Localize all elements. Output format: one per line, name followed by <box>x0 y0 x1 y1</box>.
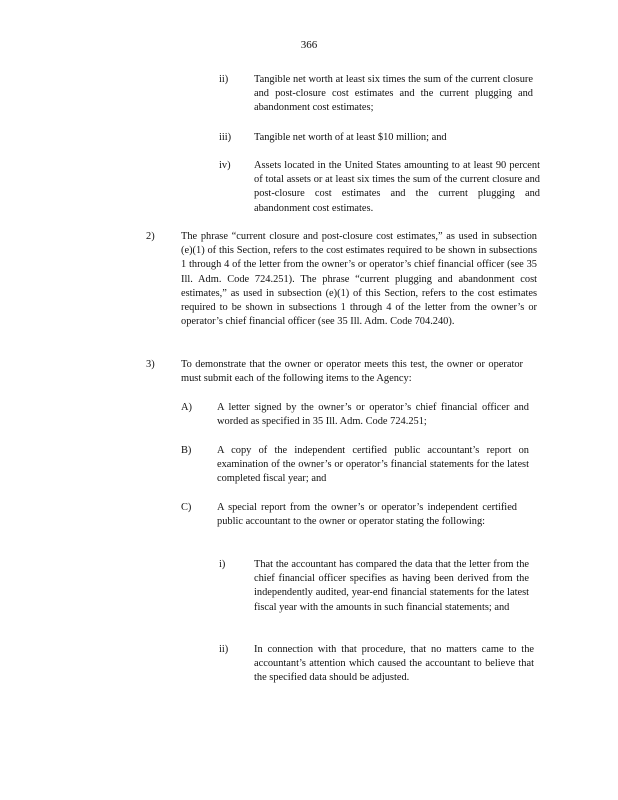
list-marker: ii) <box>219 74 229 85</box>
list-item-text: Tangible net worth at least six times the sum of the current closure and post-closure cost estimates and the current plugging and abandonment cost estimates; <box>254 74 533 114</box>
list-marker: 2) <box>146 231 155 242</box>
list-marker: iii) <box>219 132 232 143</box>
list-item-text: A special report from the owner’s or operator’s independent certified public accountant to the owner or operator stating the following: <box>217 502 517 528</box>
list-marker: 3) <box>146 359 155 370</box>
list-item-text: Assets located in the United States amounting to at least 90 percent of total assets or at least six times the sum of the current closure and post-closure cost estimates and the current plugging and abandonment cost estimates. <box>254 160 540 214</box>
list-item-text: In connection with that procedure, that no matters came to the accountant’s attention which caused the accountant to believe that the specified data should be adjusted. <box>254 644 534 684</box>
list-item-text: Tangible net worth of at least $10 million; and <box>254 132 447 143</box>
list-item-text: A letter signed by the owner’s or operator’s chief financial officer and worded as specified in 35 Ill. Adm. Code 724.251; <box>217 402 529 428</box>
list-marker: A) <box>181 402 192 413</box>
list-item-text: A copy of the independent certified public accountant’s report on examination of the owner’s or operator’s financial statements for the latest completed fiscal year; and <box>217 445 529 485</box>
page-number: 366 <box>300 39 318 51</box>
list-marker: i) <box>219 559 226 570</box>
paragraph-text: To demonstrate that the owner or operator meets this test, the owner or operator must submit each of the following items to the Agency: <box>181 359 523 385</box>
list-marker: ii) <box>219 644 229 655</box>
list-marker: B) <box>181 445 192 456</box>
list-item-text: That the accountant has compared the data that the letter from the chief financial officer specifies as having been derived from the independently audited, year-end financial statements for the latest fiscal year with the amounts in such financial statements; and <box>254 559 529 613</box>
paragraph-text: The phrase “current closure and post-closure cost estimates,” as used in subsection (e)(1) of this Section, refers to the cost estimates required to be shown in subsections 1 through 4 of the letter from the owner’s or operator’s chief financial officer (see 35 Ill. Adm. Code 724.251). The phrase “current plugging and abandonment cost estimates,” as used in subsection (e)(1) of this Section, refers to the cost estimates required to be shown in subsections 1 through 4 of the letter from the owner’s or operator’s chief financial officer (see 35 Ill. Adm. Code 704.240). <box>181 231 537 328</box>
list-marker: C) <box>181 502 192 513</box>
list-marker: iv) <box>219 160 231 171</box>
